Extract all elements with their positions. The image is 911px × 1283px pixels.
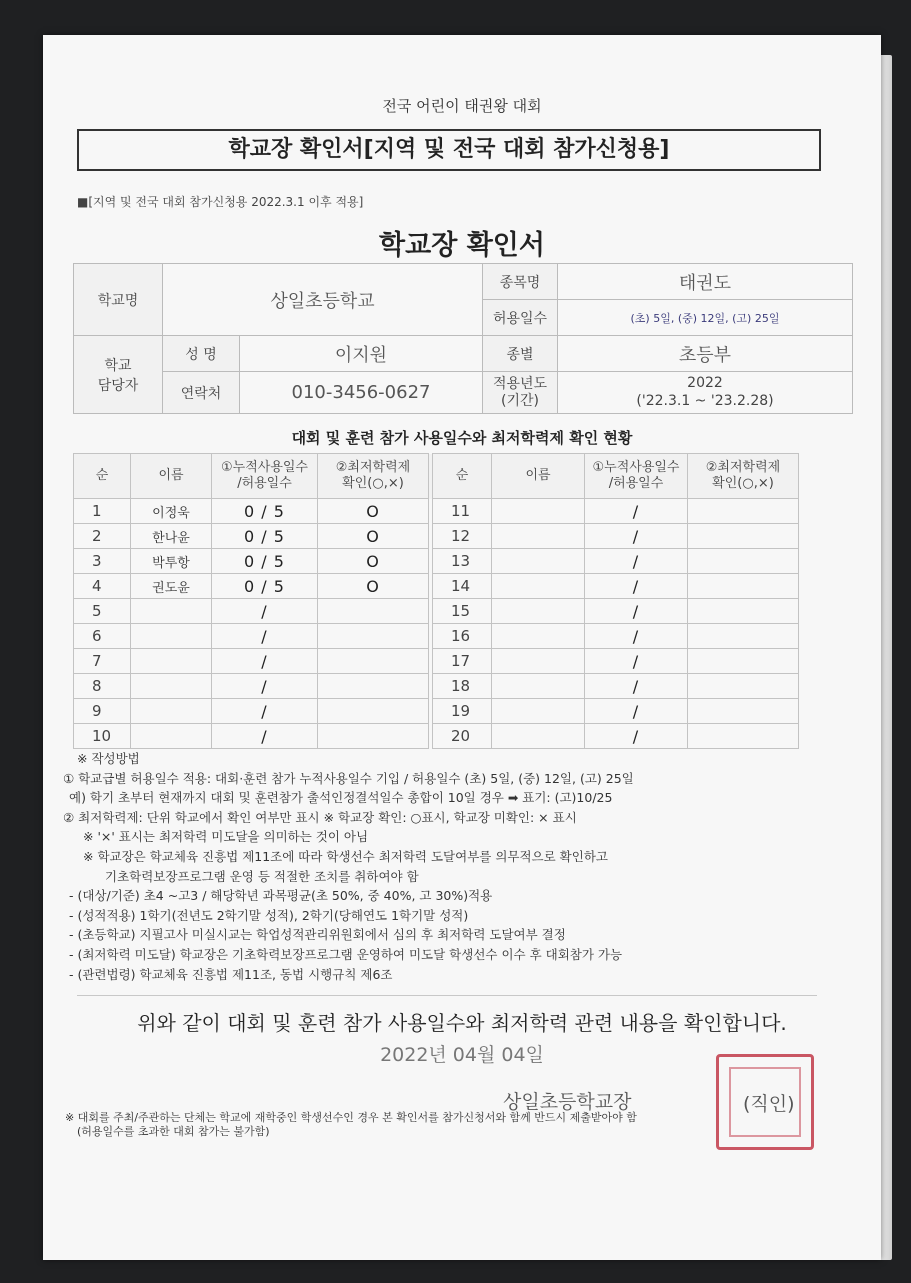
instruction-line: 예) 학기 초부터 현재까지 대회 및 훈련참가 출석인정결석일수 총합이 10일 경우 ➡ 표기: (고)10/25: [69, 790, 613, 806]
participant-rows: [74, 499, 799, 749]
row-name: [492, 499, 585, 524]
row-name: [492, 549, 585, 574]
instruction-line: ※ '×' 표시는 최저학력 미도달을 의미하는 것이 아님: [83, 829, 369, 845]
table-row: [74, 574, 799, 599]
col-no-right: 순: [433, 454, 492, 499]
col-name-right: 이름: [492, 454, 585, 499]
row-number: 17: [433, 649, 492, 674]
row-academic-check: O: [318, 499, 429, 524]
footnote-line: (허용일수를 초과한 대회 참가는 불가함): [77, 1125, 270, 1138]
col-name-left: 이름: [131, 454, 212, 499]
event-value: 태권도: [558, 264, 853, 300]
col-days-right: ①누적사용일수 /허용일수: [585, 454, 688, 499]
table-row: [74, 549, 799, 574]
row-number: 5: [74, 599, 131, 624]
row-days: 0 / 5: [212, 549, 318, 574]
row-academic-check: [688, 699, 799, 724]
row-name: [492, 724, 585, 749]
row-days: /: [585, 674, 688, 699]
table-row: [74, 699, 799, 724]
row-name: 한나윤: [131, 524, 212, 549]
row-academic-check: [318, 699, 429, 724]
row-days: /: [585, 599, 688, 624]
row-name: [131, 724, 212, 749]
row-name: [131, 624, 212, 649]
document-page: [43, 35, 881, 1260]
row-days: /: [585, 549, 688, 574]
row-name: [131, 699, 212, 724]
name-value: 이지원: [240, 336, 483, 372]
row-academic-check: [688, 599, 799, 624]
row-name: [131, 599, 212, 624]
writing-instructions: [63, 749, 853, 984]
row-days: /: [212, 724, 318, 749]
row-number: 13: [433, 549, 492, 574]
row-number: 20: [433, 724, 492, 749]
col-academic-left: ②최저학력제 확인(○,×): [318, 454, 429, 499]
row-days: /: [212, 624, 318, 649]
row-academic-check: [318, 674, 429, 699]
allow-days-label: 허용일수: [483, 300, 558, 336]
row-number: 8: [74, 674, 131, 699]
row-academic-check: [318, 724, 429, 749]
info-table: [73, 263, 853, 414]
row-number: 7: [74, 649, 131, 674]
row-number: 2: [74, 524, 131, 549]
row-number: 3: [74, 549, 131, 574]
row-name: [492, 699, 585, 724]
row-academic-check: [688, 624, 799, 649]
instruction-line: 기초학력보장프로그램 운영 등 적절한 조치를 취하여야 함: [105, 868, 419, 884]
participant-table: [73, 453, 799, 749]
row-number: 14: [433, 574, 492, 599]
row-academic-check: O: [318, 524, 429, 549]
row-number: 19: [433, 699, 492, 724]
col-days-left: ①누적사용일수 /허용일수: [212, 454, 318, 499]
instruction-line: - (성적적용) 1학기(전년도 2학기말 성적), 2학기(당해연도 1학기말 성적): [69, 907, 469, 923]
contact-value: 010-3456-0627: [240, 372, 483, 414]
footnote-line: ※ 대회를 주최/주관하는 단체는 학교에 재학중인 학생선수인 경우 본 확인서를 참가신청서와 함께 반드시 제출받아야 함: [65, 1111, 637, 1124]
instruction-line: ※ 학교장은 학교체육 진흥법 제11조에 따라 학생선수 최저학력 도달여부를 의무적으로 확인하고: [83, 848, 608, 864]
row-days: 0 / 5: [212, 574, 318, 599]
name-label: 성 명: [163, 336, 240, 372]
col-academic-right: ②최저학력제 확인(○,×): [688, 454, 799, 499]
row-days: /: [212, 599, 318, 624]
row-name: 권도윤: [131, 574, 212, 599]
row-days: /: [585, 574, 688, 599]
row-name: [492, 649, 585, 674]
row-days: /: [212, 674, 318, 699]
application-note: ■[지역 및 전국 대회 참가신청용 2022.3.1 이후 적용]: [77, 195, 364, 209]
row-name: [492, 674, 585, 699]
document-title-box: 학교장 확인서[지역 및 전국 대회 참가신청용]: [77, 129, 821, 171]
row-name: [492, 524, 585, 549]
instruction-line: ※ 작성방법: [77, 751, 140, 766]
table-row: [74, 624, 799, 649]
participant-header-row: [74, 454, 799, 499]
row-academic-check: [318, 599, 429, 624]
school-label: 학교명: [74, 264, 163, 336]
contact-label: 연락처: [163, 372, 240, 414]
table-row: [74, 674, 799, 699]
row-academic-check: O: [318, 574, 429, 599]
row-days: /: [585, 649, 688, 674]
instruction-line: - (관련법령) 학교체육 진흥법 제11조, 동법 시행규칙 제6조: [69, 966, 393, 982]
event-header: 전국 어린이 태권왕 대회: [382, 97, 542, 115]
row-days: /: [585, 624, 688, 649]
division-label: 종별: [483, 336, 558, 372]
row-academic-check: [688, 724, 799, 749]
allow-days-value: (초) 5일, (중) 12일, (고) 25일: [558, 300, 853, 336]
row-days: 0 / 5: [212, 524, 318, 549]
row-days: /: [585, 699, 688, 724]
row-name: 박투항: [131, 549, 212, 574]
row-days: /: [585, 724, 688, 749]
row-academic-check: [318, 624, 429, 649]
row-name: [492, 599, 585, 624]
divider: [77, 995, 817, 996]
confirmation-statement: 위와 같이 대회 및 훈련 참가 사용일수와 최저학력 관련 내용을 확인합니다.: [137, 1011, 787, 1035]
event-label: 종목명: [483, 264, 558, 300]
row-number: 15: [433, 599, 492, 624]
row-academic-check: [688, 549, 799, 574]
instruction-line: ② 최저학력제: 단위 학교에서 확인 여부만 표시 ※ 학교장 확인: ○표시, 학교장 미확인: × 표시: [63, 809, 577, 825]
year-value: 2022 ('22.3.1 ~ '23.2.28): [558, 372, 853, 414]
table-row: [74, 649, 799, 674]
row-number: 1: [74, 499, 131, 524]
row-name: 이정욱: [131, 499, 212, 524]
manager-label: 학교 담당자: [74, 336, 163, 414]
issue-date: 2022년 04월 04일: [380, 1044, 544, 1066]
row-number: 9: [74, 699, 131, 724]
row-number: 12: [433, 524, 492, 549]
table-row: [74, 599, 799, 624]
status-subheading: 대회 및 훈련 참가 사용일수와 최저학력제 확인 현황: [291, 429, 633, 447]
row-academic-check: [688, 524, 799, 549]
instruction-line: ① 학교급별 허용일수 적용: 대회·훈련 참가 누적사용일수 기입 / 허용일수 (초) 5일, (중) 12일, (고) 25일: [63, 770, 634, 786]
row-academic-check: O: [318, 549, 429, 574]
table-row: [74, 724, 799, 749]
row-days: 0 / 5: [212, 499, 318, 524]
row-name: [131, 649, 212, 674]
instruction-line: - (초등학교) 지필고사 미실시교는 학업성적관리위원회에서 심의 후 최저학력 도달여부 결정: [69, 927, 566, 943]
row-days: /: [212, 649, 318, 674]
table-row: [74, 524, 799, 549]
row-number: 16: [433, 624, 492, 649]
row-days: /: [585, 524, 688, 549]
row-academic-check: [688, 674, 799, 699]
table-row: [74, 499, 799, 524]
row-name: [492, 574, 585, 599]
row-name: [492, 624, 585, 649]
principal-name: 상일초등학교장: [503, 1091, 632, 1113]
footnote: [65, 1111, 637, 1139]
year-label: 적용년도 (기간): [483, 372, 558, 414]
division-value: 초등부: [558, 336, 853, 372]
row-number: 18: [433, 674, 492, 699]
row-days: /: [585, 499, 688, 524]
row-academic-check: [688, 499, 799, 524]
row-number: 4: [74, 574, 131, 599]
row-academic-check: [688, 649, 799, 674]
row-number: 11: [433, 499, 492, 524]
row-number: 10: [74, 724, 131, 749]
row-days: /: [212, 699, 318, 724]
instruction-line: - (대상/기준) 초4 ~고3 / 해당학년 과목평균(초 50%, 중 40%, 고 30%)적용: [69, 888, 493, 904]
confirmation-title: 학교장 확인서: [379, 230, 545, 261]
row-academic-check: [688, 574, 799, 599]
instruction-line: - (최저학력 미도달) 학교장은 기초학력보장프로그램 운영하여 미도달 학생선수 이수 후 대회참가 가능: [69, 946, 623, 962]
seal-label: (직인): [743, 1093, 795, 1115]
row-academic-check: [318, 649, 429, 674]
school-value: 상일초등학교: [163, 264, 483, 336]
col-no-left: 순: [74, 454, 131, 499]
row-number: 6: [74, 624, 131, 649]
row-name: [131, 674, 212, 699]
